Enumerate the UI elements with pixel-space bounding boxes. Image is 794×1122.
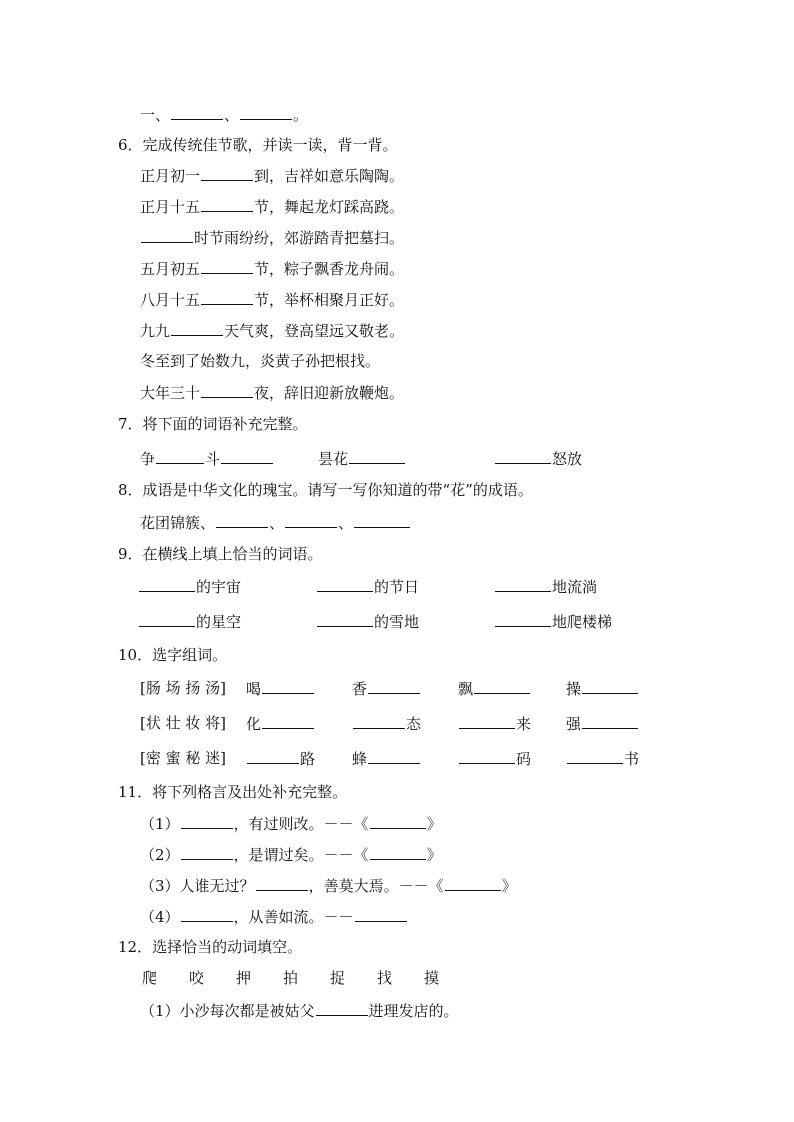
line-text: 人谁无过？ bbox=[179, 877, 255, 895]
line-text: 夜，辞旧迎新放鞭炮。 bbox=[254, 384, 405, 402]
verb-option: 咬 bbox=[189, 969, 205, 987]
q9-item bbox=[138, 576, 241, 596]
q9-item bbox=[316, 576, 419, 596]
answer-blank[interactable] bbox=[370, 844, 426, 860]
question-12-title: 12．选择恰当的动词填空。 bbox=[118, 938, 303, 956]
answer-blank[interactable] bbox=[201, 289, 253, 305]
q10-item bbox=[352, 713, 421, 733]
answer-blank[interactable] bbox=[459, 713, 515, 729]
answer-blank[interactable] bbox=[495, 611, 551, 627]
phrase: 的雪地 bbox=[374, 613, 420, 631]
answer-blank[interactable] bbox=[201, 196, 253, 212]
char: 香 bbox=[352, 680, 368, 698]
q11-line-2 bbox=[140, 844, 442, 864]
answer-blank[interactable] bbox=[368, 748, 420, 764]
q5-prefix: 一、 bbox=[140, 106, 171, 124]
word-part: 斗 bbox=[205, 450, 221, 468]
answer-blank[interactable] bbox=[354, 512, 410, 528]
answer-blank[interactable] bbox=[181, 844, 233, 860]
q10-item bbox=[352, 748, 421, 768]
answer-blank[interactable] bbox=[495, 576, 551, 592]
answer-blank[interactable] bbox=[317, 576, 373, 592]
answer-blank[interactable] bbox=[567, 748, 623, 764]
answer-blank[interactable] bbox=[181, 813, 233, 829]
line-text: 正月十五 bbox=[140, 198, 201, 216]
q10-item bbox=[458, 713, 531, 733]
char: 操 bbox=[566, 680, 582, 698]
q10-row1-group: [肠 场 扬 汤] bbox=[140, 679, 227, 697]
answer-blank[interactable] bbox=[262, 678, 314, 694]
line-text: 八月十五 bbox=[140, 291, 201, 309]
answer-blank[interactable] bbox=[256, 875, 308, 891]
line-text: 到，吉祥如意乐陶陶。 bbox=[254, 167, 405, 185]
answer-blank[interactable] bbox=[262, 713, 314, 729]
answer-blank[interactable] bbox=[445, 875, 501, 891]
verb-option: 找 bbox=[377, 969, 393, 987]
item-number: （1） bbox=[140, 815, 180, 833]
q6-line-3 bbox=[140, 227, 404, 247]
q8-answer-line bbox=[140, 512, 411, 532]
item-number: （4） bbox=[140, 908, 180, 926]
q7-item-3 bbox=[494, 448, 582, 468]
word-part: 争 bbox=[140, 450, 156, 468]
bracket-close: 》 bbox=[501, 877, 517, 895]
q10-item bbox=[458, 678, 531, 698]
line-text: 节，舞起龙灯踩高跷。 bbox=[254, 198, 405, 216]
period: 。 bbox=[293, 106, 309, 124]
q10-item bbox=[566, 713, 639, 733]
separator: 、 bbox=[269, 514, 285, 532]
line-text: 正月初一 bbox=[140, 167, 201, 185]
item-number: （3） bbox=[140, 877, 180, 895]
line-text: （1）小沙每次都是被姑父 bbox=[140, 1002, 315, 1020]
q11-line-4 bbox=[140, 906, 408, 926]
answer-blank[interactable] bbox=[216, 512, 268, 528]
char: 来 bbox=[516, 715, 532, 733]
q11-line-1 bbox=[140, 813, 442, 833]
char: 态 bbox=[406, 715, 422, 733]
line-text: 节，粽子飘香龙舟闹。 bbox=[254, 260, 405, 278]
phrase: 的星空 bbox=[196, 613, 242, 631]
q6-line-4 bbox=[140, 258, 404, 278]
answer-blank[interactable] bbox=[495, 448, 551, 464]
answer-blank[interactable] bbox=[317, 611, 373, 627]
question-7-title: 7．将下面的词语补充完整。 bbox=[118, 415, 308, 433]
bracket-close: 》 bbox=[426, 846, 442, 864]
line-text: ，从善如流。－－ bbox=[233, 908, 354, 926]
char: 喝 bbox=[246, 680, 262, 698]
answer-blank[interactable] bbox=[141, 227, 193, 243]
phrase: 地流淌 bbox=[552, 578, 598, 596]
char: 路 bbox=[300, 750, 316, 768]
line-text: 时节雨纷纷，郊游踏青把墓扫。 bbox=[194, 229, 405, 247]
line-text: ，是谓过矣。－－《 bbox=[233, 846, 369, 864]
q9-item bbox=[138, 611, 241, 631]
char: 飘 bbox=[458, 680, 474, 698]
q10-row3-group: [密 蜜 秘 迷] bbox=[140, 749, 227, 767]
answer-blank[interactable] bbox=[368, 678, 420, 694]
answer-blank[interactable] bbox=[353, 713, 405, 729]
q10-item bbox=[566, 748, 639, 768]
answer-blank[interactable] bbox=[171, 320, 223, 336]
answer-blank[interactable] bbox=[156, 448, 204, 464]
answer-blank[interactable] bbox=[247, 748, 299, 764]
line-text: ，善莫大焉。－－《 bbox=[308, 877, 444, 895]
q7-item-1 bbox=[140, 448, 274, 468]
answer-blank[interactable] bbox=[474, 678, 530, 694]
phrase: 的宇宙 bbox=[196, 578, 242, 596]
q10-item bbox=[458, 748, 531, 768]
line-text: 冬至到了始数九，炎黄子孙把根找。 bbox=[140, 352, 381, 370]
separator: 、 bbox=[338, 514, 354, 532]
question-9-title: 9．在横线上填上恰当的词语。 bbox=[118, 545, 323, 563]
question-10-title: 10．选字组词。 bbox=[118, 646, 228, 664]
answer-blank[interactable] bbox=[285, 512, 337, 528]
q10-item bbox=[246, 713, 315, 733]
line-text: ，有过则改。－－《 bbox=[233, 815, 369, 833]
question-8-title: 8．成语是中华文化的瑰宝。请写一写你知道的带“花”的成语。 bbox=[118, 481, 533, 499]
q12-line-1 bbox=[140, 1000, 459, 1020]
verb-option: 押 bbox=[236, 969, 252, 987]
bracket-close: 》 bbox=[426, 815, 442, 833]
q6-line-2 bbox=[140, 196, 404, 216]
q6-line-8 bbox=[140, 382, 404, 402]
verb-option: 拍 bbox=[283, 969, 299, 987]
answer-blank[interactable] bbox=[349, 448, 405, 464]
answer-blank[interactable] bbox=[370, 813, 426, 829]
q10-row2-group: [状 壮 妆 将] bbox=[140, 714, 227, 732]
q10-item bbox=[246, 678, 315, 698]
word-part: 昙花 bbox=[318, 450, 349, 468]
line-text: 大年三十 bbox=[140, 384, 201, 402]
phrase: 的节日 bbox=[374, 578, 420, 596]
q6-line-5 bbox=[140, 289, 404, 309]
answer-blank[interactable] bbox=[355, 906, 407, 922]
char: 蜂 bbox=[352, 750, 368, 768]
q10-item bbox=[352, 678, 421, 698]
verb-option: 捉 bbox=[330, 969, 346, 987]
q9-item bbox=[316, 611, 419, 631]
answer-blank[interactable] bbox=[201, 165, 253, 181]
q6-line-6 bbox=[140, 320, 404, 340]
q10-item bbox=[246, 748, 315, 768]
q5-tail-line bbox=[140, 104, 308, 124]
question-6-title: 6．完成传统佳节歌，并读一读，背一背。 bbox=[118, 136, 398, 154]
q6-line-7 bbox=[140, 351, 380, 371]
answer-blank[interactable] bbox=[221, 448, 273, 464]
answer-blank[interactable] bbox=[181, 906, 233, 922]
answer-blank[interactable] bbox=[171, 104, 223, 120]
phrase: 地爬楼梯 bbox=[552, 613, 613, 631]
q11-line-3 bbox=[140, 875, 517, 895]
question-11-title: 11．将下列格言及出处补充完整。 bbox=[118, 783, 348, 801]
char: 强 bbox=[566, 715, 582, 733]
q6-line-1 bbox=[140, 165, 404, 185]
line-text: 节，举杯相聚月正好。 bbox=[254, 291, 405, 309]
line-text: 九九 bbox=[140, 322, 171, 340]
char: 码 bbox=[516, 750, 532, 768]
answer-blank[interactable] bbox=[316, 1000, 368, 1016]
answer-blank[interactable] bbox=[582, 713, 638, 729]
line-text: 天气爽，登高望远又敬老。 bbox=[224, 322, 405, 340]
answer-blank[interactable] bbox=[240, 104, 292, 120]
char: 书 bbox=[624, 750, 640, 768]
q9-item bbox=[494, 611, 612, 631]
answer-blank[interactable] bbox=[459, 748, 515, 764]
q7-item-2 bbox=[318, 448, 406, 468]
char: 化 bbox=[246, 715, 262, 733]
q9-item bbox=[494, 576, 597, 596]
verb-option: 摸 bbox=[424, 969, 440, 987]
q8-prefix: 花团锦簇、 bbox=[140, 514, 216, 532]
q10-item bbox=[566, 678, 639, 698]
answer-blank[interactable] bbox=[201, 382, 253, 398]
separator: 、 bbox=[224, 106, 240, 124]
line-text: 五月初五 bbox=[140, 260, 201, 278]
line-text: 进理发店的。 bbox=[368, 1002, 459, 1020]
answer-blank[interactable] bbox=[201, 258, 253, 274]
answer-blank[interactable] bbox=[139, 576, 195, 592]
item-number: （2） bbox=[140, 846, 180, 864]
verb-option: 爬 bbox=[142, 969, 158, 987]
word-part: 怒放 bbox=[552, 450, 583, 468]
answer-blank[interactable] bbox=[139, 611, 195, 627]
answer-blank[interactable] bbox=[582, 678, 638, 694]
